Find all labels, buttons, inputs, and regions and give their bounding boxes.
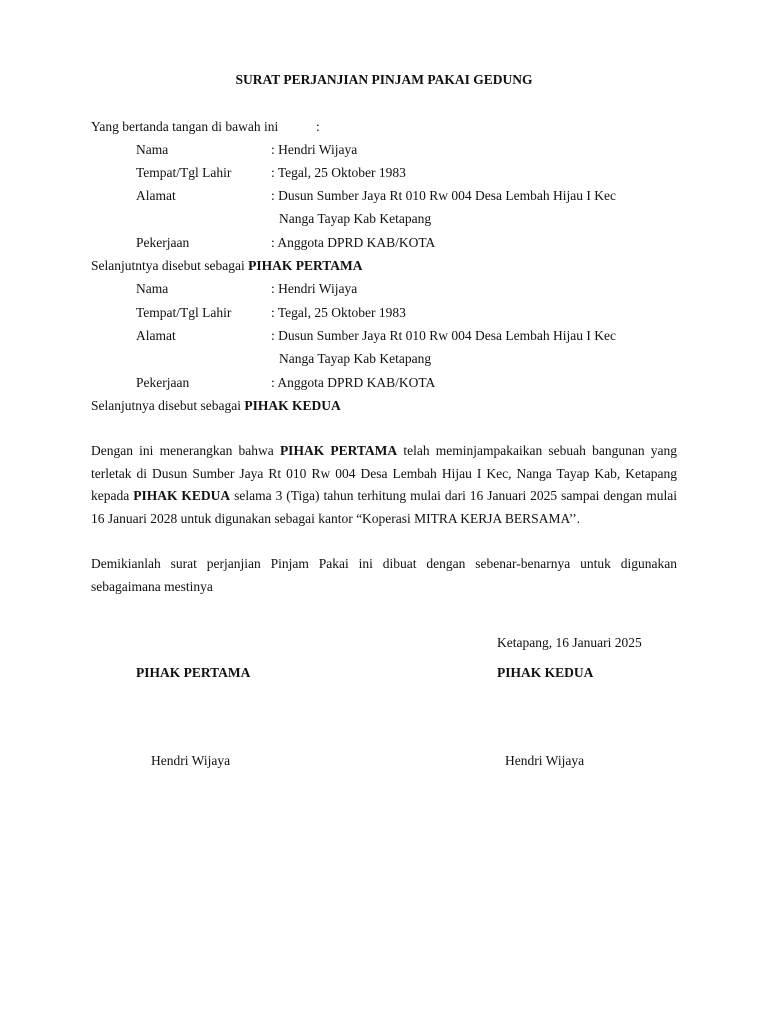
document-title: SURAT PERJANJIAN PINJAM PAKAI GEDUNG <box>235 72 533 87</box>
party2-address-line1: : Dusun Sumber Jaya Rt 010 Rw 004 Desa Lembah Hijau I Kec <box>271 328 616 343</box>
agreement-paragraph <box>91 440 677 530</box>
intro-text: Yang bertanda tangan di bawah ini <box>91 119 279 134</box>
party1-name-value: : Hendri Wijaya <box>271 142 358 157</box>
p1-part-e: selama 3 (Tiga) tahun terhitung mulai dari 16 Januari 2025 sampai dengan mulai 16 Januari 2028 untuk digunakan sebagai kantor “Koperasi MITRA KERJA BERSAMA’’. <box>91 488 678 526</box>
party2-job-value: : Anggota DPRD KAB/KOTA <box>271 375 436 390</box>
party2-designation-prefix: Selanjutnya disebut sebagai <box>91 398 241 413</box>
p1-part-a: Dengan ini menerangkan bahwa <box>91 443 274 458</box>
signature-right-name: Hendri Wijaya <box>505 753 585 768</box>
p1-part-c: telah meminjampakaikan sebuah bangunan yang terletak di Dusun Sumber Jaya Rt 010 Rw 004 Desa Lembah Hijau I Kec, Nanga Tayap Kab, Ketapang kepada <box>91 443 678 503</box>
party1-job-label: Pekerjaan <box>136 235 190 250</box>
party2-birth-label: Tempat/Tgl Lahir <box>136 305 232 320</box>
party2-address-label: Alamat <box>136 328 176 343</box>
party2-job-label: Pekerjaan <box>136 375 190 390</box>
p1-party-first: PIHAK PERTAMA <box>279 443 398 458</box>
party1-address-line2: Nanga Tayap Kab Ketapang <box>279 211 432 226</box>
party1-designation-name: PIHAK PERTAMA <box>248 258 363 273</box>
party1-address-label: Alamat <box>136 188 176 203</box>
place-date: Ketapang, 16 Januari 2025 <box>497 635 642 650</box>
party1-birth-label: Tempat/Tgl Lahir <box>136 165 232 180</box>
party1-designation-prefix: Selanjutntya disebut sebagai <box>91 258 245 273</box>
party1-address-line1: : Dusun Sumber Jaya Rt 010 Rw 004 Desa Lembah Hijau I Kec <box>271 188 616 203</box>
signature-left-name: Hendri Wijaya <box>151 753 231 768</box>
party2-birth-value: : Tegal, 25 Oktober 1983 <box>271 305 406 320</box>
party2-address-line2: Nanga Tayap Kab Ketapang <box>279 351 432 366</box>
intro-colon: : <box>316 119 320 134</box>
party1-birth-value: : Tegal, 25 Oktober 1983 <box>271 165 406 180</box>
party1-designation <box>91 258 363 274</box>
signature-left-title: PIHAK PERTAMA <box>136 665 251 680</box>
party2-designation <box>91 398 341 414</box>
party2-name-value: : Hendri Wijaya <box>271 281 358 296</box>
signature-right-title: PIHAK KEDUA <box>497 665 594 680</box>
party2-designation-name: PIHAK KEDUA <box>244 398 341 413</box>
p1-party-second: PIHAK KEDUA <box>133 488 231 503</box>
party1-name-label: Nama <box>136 142 169 157</box>
closing-paragraph: Demikianlah surat perjanjian Pinjam Pakai ini dibuat dengan sebenar-benarnya untuk digunakan sebagaimana mestinya <box>91 556 677 594</box>
party1-job-value: : Anggota DPRD KAB/KOTA <box>271 235 436 250</box>
party2-name-label: Nama <box>136 281 169 296</box>
